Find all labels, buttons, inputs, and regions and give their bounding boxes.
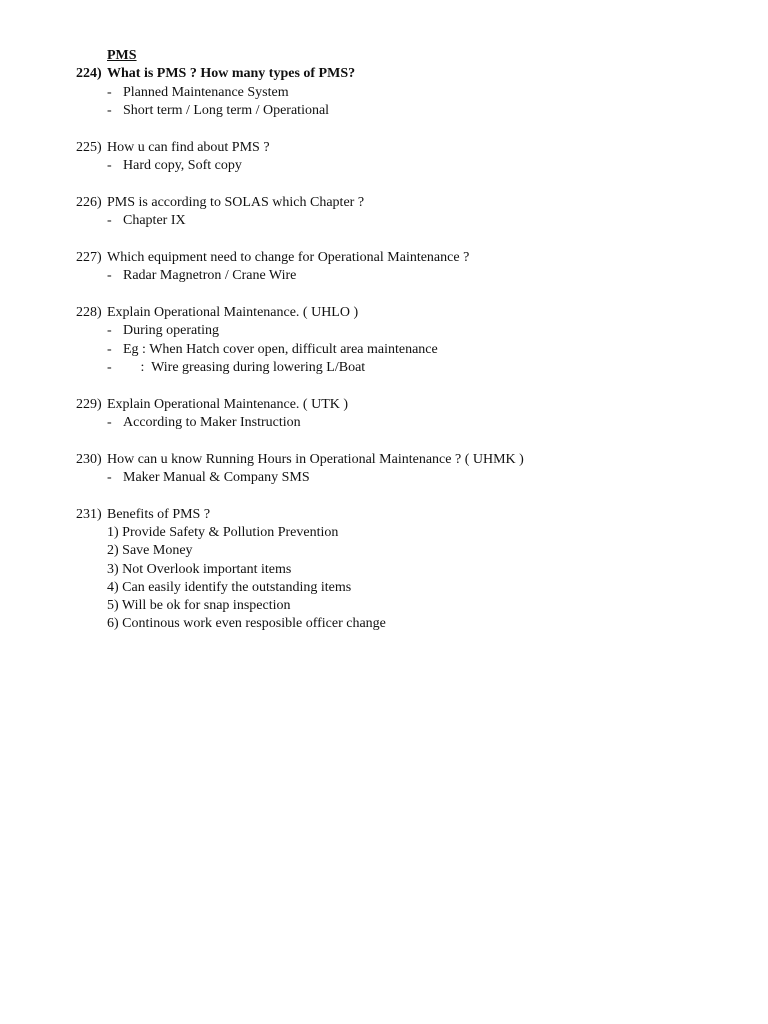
answer-text: Radar Magnetron / Crane Wire xyxy=(123,268,297,283)
question-text: Explain Operational Maintenance. ( UHLO ) xyxy=(107,304,359,320)
question-229 xyxy=(76,396,696,415)
question-block-229 xyxy=(76,396,696,433)
answer-item xyxy=(107,469,696,488)
answer-item xyxy=(107,212,696,231)
bullet-dash: - xyxy=(107,323,112,338)
numbered-item: 6) Continous work even resposible officer change xyxy=(107,616,386,632)
question-block-230 xyxy=(76,451,696,488)
answer-item xyxy=(107,84,696,103)
answer-text: Maker Manual & Company SMS xyxy=(123,470,310,485)
question-number: 231) xyxy=(76,506,102,522)
answer-item xyxy=(107,157,696,176)
question-text: Benefits of PMS ? xyxy=(107,506,211,522)
bullet-dash: - xyxy=(107,470,112,485)
question-block-227 xyxy=(76,249,696,286)
answer-text: Planned Maintenance System xyxy=(123,84,289,100)
answer-text: Chapter IX xyxy=(123,213,186,228)
question-text: PMS is according to SOLAS which Chapter ? xyxy=(107,194,365,210)
answer-item xyxy=(107,341,696,360)
bullet-dash: - xyxy=(107,360,112,375)
question-225 xyxy=(76,139,696,158)
numbered-item: 3) Not Overlook important items xyxy=(107,561,292,577)
document-page xyxy=(76,46,696,652)
answer-item xyxy=(107,267,696,286)
answer-item xyxy=(107,359,696,378)
question-block-231 xyxy=(76,506,696,634)
numbered-item: 4) Can easily identify the outstanding items xyxy=(107,579,352,595)
question-block-228 xyxy=(76,304,696,378)
answer-text: Short term / Long term / Operational xyxy=(123,103,330,118)
bullet-dash: - xyxy=(107,415,112,430)
question-number: 230) xyxy=(76,451,102,467)
question-number: 229) xyxy=(76,396,102,412)
answer-item xyxy=(107,322,696,341)
bullet-dash: - xyxy=(107,84,112,100)
bullet-dash: - xyxy=(107,213,112,228)
question-224 xyxy=(76,65,696,84)
question-block-226 xyxy=(76,194,696,231)
question-text: Explain Operational Maintenance. ( UTK ) xyxy=(107,396,349,412)
question-number: 227) xyxy=(76,249,102,265)
page-heading: PMS xyxy=(107,48,137,63)
question-228 xyxy=(76,304,696,323)
bullet-dash: - xyxy=(107,268,112,283)
question-number: 225) xyxy=(76,139,102,155)
question-block-224 xyxy=(76,65,696,121)
question-230 xyxy=(76,451,696,470)
numbered-item: 1) Provide Safety & Pollution Prevention xyxy=(107,525,339,540)
answer-text: According to Maker Instruction xyxy=(123,415,301,430)
answer-text: Eg : When Hatch cover open, difficult area maintenance xyxy=(123,341,438,357)
numbered-item: 5) Will be ok for snap inspection xyxy=(107,598,291,614)
bullet-dash: - xyxy=(107,158,112,173)
answer-text: During operating xyxy=(123,323,220,338)
question-number: 224) xyxy=(76,66,102,81)
question-number: 228) xyxy=(76,304,102,320)
question-text: What is PMS ? How many types of PMS? xyxy=(107,66,356,81)
answer-item xyxy=(107,102,696,121)
question-text: Which equipment need to change for Operational Maintenance ? xyxy=(107,249,470,265)
question-226 xyxy=(76,194,696,213)
question-227 xyxy=(76,249,696,268)
answer-text: : Wire greasing during lowering L/Boat xyxy=(123,360,366,375)
answer-text: Hard copy, Soft copy xyxy=(123,158,242,173)
bullet-dash: - xyxy=(107,103,112,118)
numbered-item: 2) Save Money xyxy=(107,543,193,559)
question-number: 226) xyxy=(76,194,102,210)
question-text: How can u know Running Hours in Operational Maintenance ? ( UHMK ) xyxy=(107,451,524,467)
question-block-225 xyxy=(76,139,696,176)
question-text: How u can find about PMS ? xyxy=(107,139,270,155)
bullet-dash: - xyxy=(107,341,112,357)
answer-item xyxy=(107,414,696,433)
question-231 xyxy=(76,506,696,525)
